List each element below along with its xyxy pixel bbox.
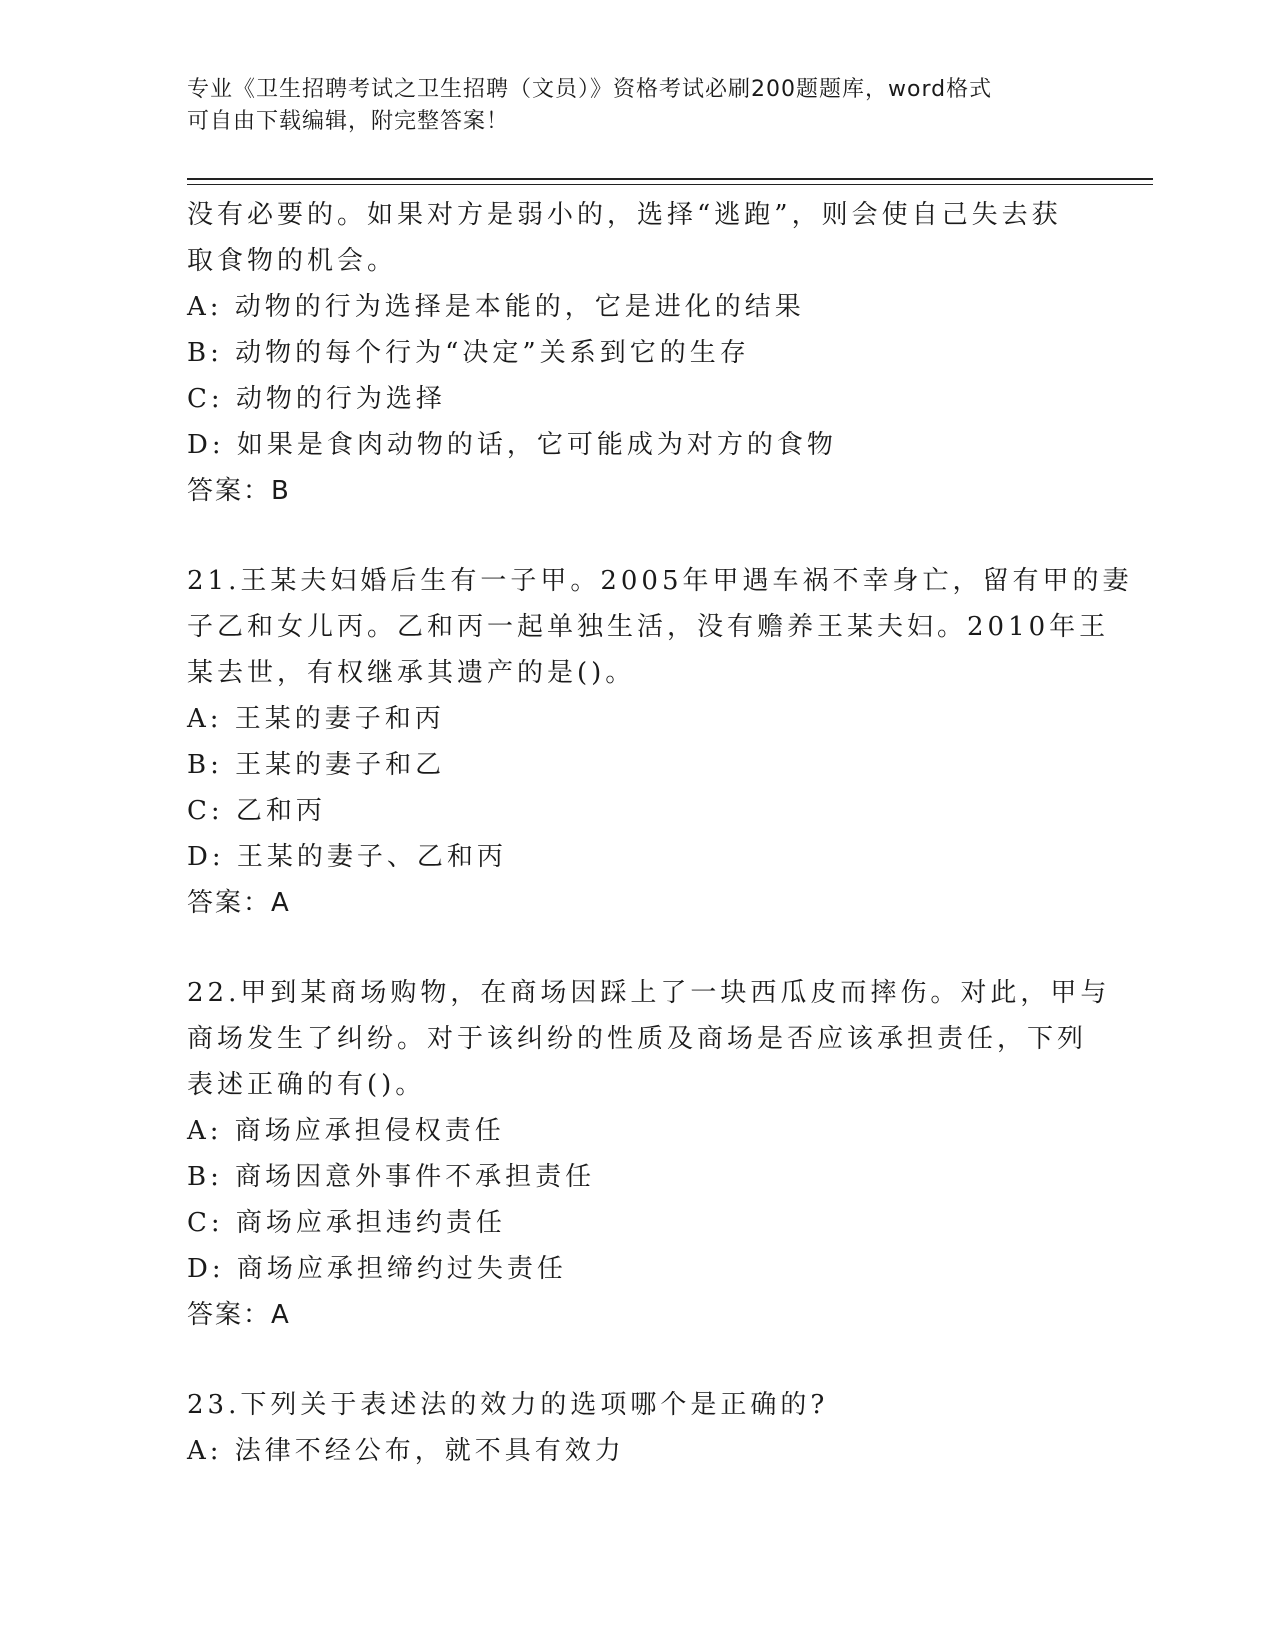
header-divider-thin	[187, 184, 1153, 185]
option-c: C: 动物的行为选择	[187, 384, 446, 414]
option-d: D: 商场应承担缔约过失责任	[187, 1254, 567, 1284]
option-a: A: 商场应承担侵权责任	[187, 1116, 505, 1146]
spacer	[187, 1338, 1087, 1382]
option-a: A: 王某的妻子和丙	[187, 704, 445, 734]
option-c: C: 乙和丙	[187, 796, 326, 826]
option-c: C: 商场应承担违约责任	[187, 1208, 506, 1238]
question-text-line: 23.下列关于表述法的效力的选项哪个是正确的?	[187, 1390, 829, 1420]
answer-line: 答案：A	[187, 888, 291, 918]
option-b: B: 王某的妻子和乙	[187, 750, 446, 780]
question-23	[187, 1382, 1087, 1474]
question-text-line: 子乙和女儿丙。乙和丙一起单独生活，没有赡养王某夫妇。2010年王	[187, 612, 1110, 642]
spacer	[187, 926, 1087, 970]
question-text-line: 没有必要的。如果对方是弱小的，选择“逃跑”，则会使自己失去获	[187, 200, 1062, 230]
question-text-line: 某去世，有权继承其遗产的是()。	[187, 658, 636, 688]
header-title-line-1: 专业《卫生招聘考试之卫生招聘（文员）》资格考试必刷200题题库，word格式	[187, 77, 993, 102]
answer-line: 答案：A	[187, 1300, 291, 1330]
option-b: B: 动物的每个行为“决定”关系到它的生存	[187, 338, 750, 368]
document-body	[187, 192, 1133, 1474]
option-a: A: 法律不经公布，就不具有效力	[187, 1436, 625, 1466]
document-header	[187, 74, 1067, 138]
question-text-line: 表述正确的有()。	[187, 1070, 426, 1100]
question-21	[187, 558, 1133, 926]
question-20	[187, 192, 1087, 514]
answer-line: 答案：B	[187, 476, 291, 506]
question-text-line: 取食物的机会。	[187, 246, 398, 276]
option-b: B: 商场因意外事件不承担责任	[187, 1162, 596, 1192]
option-d: D: 王某的妻子、乙和丙	[187, 842, 507, 872]
question-22	[187, 970, 1111, 1338]
option-a: A: 动物的行为选择是本能的，它是进化的结果	[187, 292, 805, 322]
question-text-line: 21.王某夫妇婚后生有一子甲。2005年甲遇车祸不幸身亡，留有甲的妻	[187, 566, 1133, 596]
header-title-line-2: 可自由下载编辑，附完整答案！	[187, 109, 510, 134]
question-text-line: 商场发生了纠纷。对于该纠纷的性质及商场是否应该承担责任，下列	[187, 1024, 1088, 1054]
spacer	[187, 514, 1087, 558]
question-text-line: 22.甲到某商场购物，在商场因踩上了一块西瓜皮而摔伤。对此，甲与	[187, 978, 1111, 1008]
header-divider-thick	[187, 178, 1153, 180]
option-d: D: 如果是食肉动物的话，它可能成为对方的食物	[187, 430, 837, 460]
